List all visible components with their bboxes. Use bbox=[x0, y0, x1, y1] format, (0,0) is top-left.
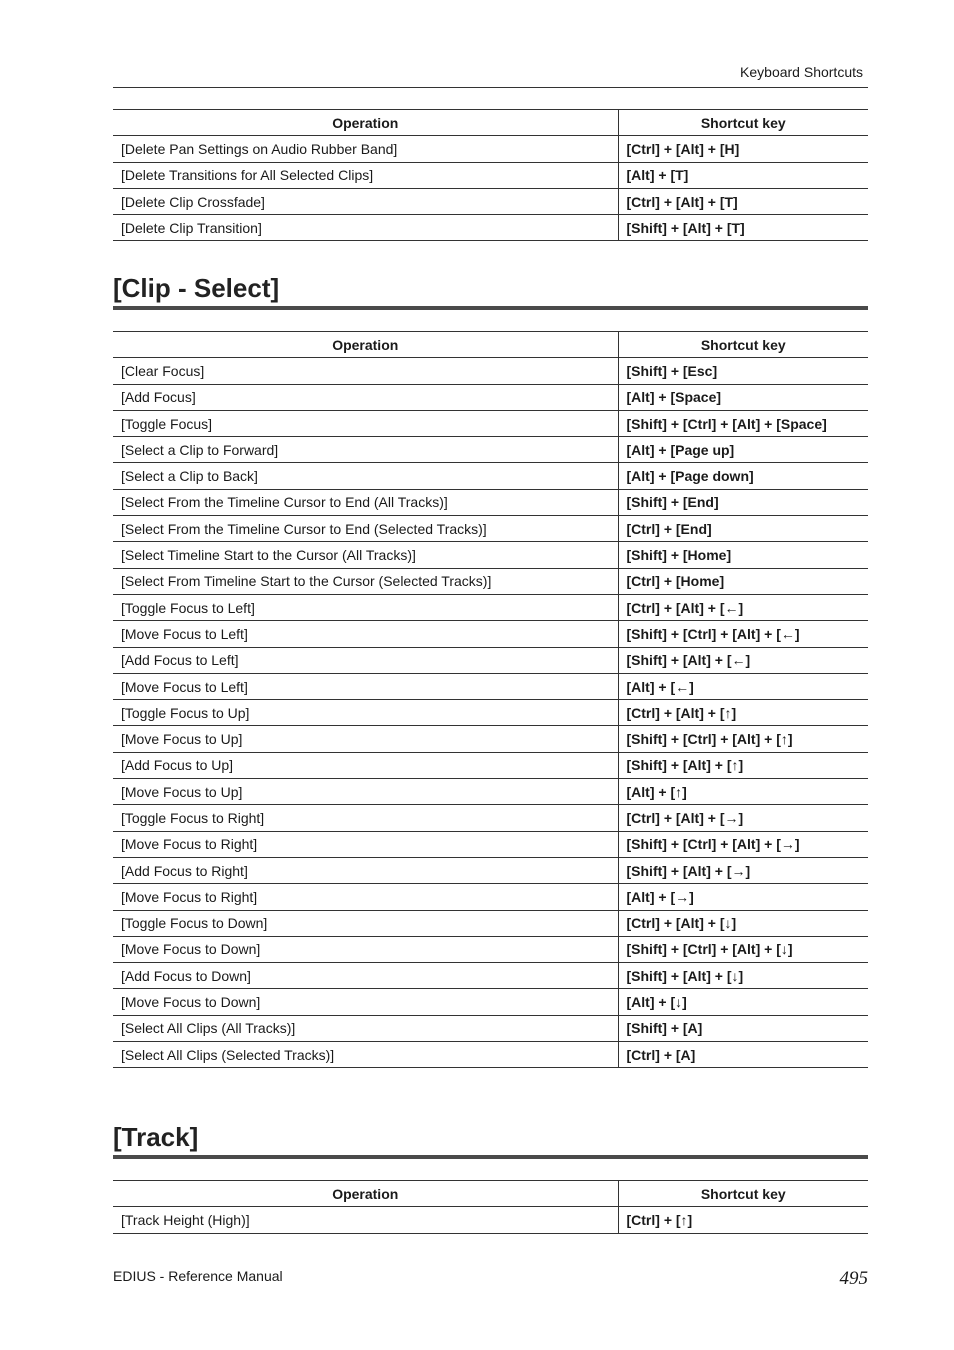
operation-cell: [Toggle Focus to Down] bbox=[113, 910, 618, 936]
table-row bbox=[113, 188, 868, 214]
operation-cell: [Select Timeline Start to the Cursor (All Tracks)] bbox=[113, 542, 618, 568]
shortcut-cell: [Alt] + [Space] bbox=[618, 384, 868, 410]
manual-name: EDIUS - Reference Manual bbox=[113, 1268, 283, 1284]
operation-cell: [Add Focus to Left] bbox=[113, 647, 618, 673]
operation-cell: [Select a Clip to Back] bbox=[113, 463, 618, 489]
operation-cell: [Move Focus to Left] bbox=[113, 621, 618, 647]
operation-cell: [Move Focus to Up] bbox=[113, 726, 618, 752]
table-row bbox=[113, 358, 868, 384]
table-row bbox=[113, 831, 868, 857]
table-row bbox=[113, 700, 868, 726]
table-row bbox=[113, 136, 868, 162]
operation-cell: [Select From the Timeline Cursor to End (All Tracks)] bbox=[113, 489, 618, 515]
operation-cell: [Select a Clip to Forward] bbox=[113, 437, 618, 463]
shortcut-cell: [Alt] + [↓] bbox=[618, 989, 868, 1015]
operation-cell: [Add Focus to Right] bbox=[113, 857, 618, 883]
shortcut-header: Shortcut key bbox=[618, 1181, 868, 1207]
shortcut-header: Shortcut key bbox=[618, 110, 868, 136]
operation-cell: [Track Height (High)] bbox=[113, 1207, 618, 1233]
table-header-row bbox=[113, 332, 868, 358]
shortcut-cell: [Shift] + [Ctrl] + [Alt] + [→] bbox=[618, 831, 868, 857]
operation-cell: [Add Focus] bbox=[113, 384, 618, 410]
shortcut-table-delete bbox=[113, 109, 868, 241]
table-row bbox=[113, 437, 868, 463]
operation-header: Operation bbox=[113, 332, 618, 358]
shortcut-cell: [Alt] + [→] bbox=[618, 884, 868, 910]
table-row bbox=[113, 215, 868, 241]
shortcut-cell: [Ctrl] + [Alt] + [→] bbox=[618, 805, 868, 831]
shortcut-cell: [Ctrl] + [↑] bbox=[618, 1207, 868, 1233]
table-row bbox=[113, 726, 868, 752]
operation-cell: [Toggle Focus to Right] bbox=[113, 805, 618, 831]
operation-cell: [Select From Timeline Start to the Cursor (Selected Tracks)] bbox=[113, 568, 618, 594]
shortcut-cell: [Alt] + [T] bbox=[618, 162, 868, 188]
operation-cell: [Delete Clip Crossfade] bbox=[113, 188, 618, 214]
table-row bbox=[113, 384, 868, 410]
table-row bbox=[113, 910, 868, 936]
table-header-row bbox=[113, 1181, 868, 1207]
table-row bbox=[113, 410, 868, 436]
table-row bbox=[113, 989, 868, 1015]
table-header-row bbox=[113, 110, 868, 136]
page-number: 495 bbox=[839, 1268, 868, 1289]
shortcut-cell: [Alt] + [Page down] bbox=[618, 463, 868, 489]
table-row bbox=[113, 936, 868, 962]
shortcut-header: Shortcut key bbox=[618, 332, 868, 358]
operation-cell: [Select All Clips (Selected Tracks)] bbox=[113, 1042, 618, 1068]
shortcut-cell: [Ctrl] + [Alt] + [←] bbox=[618, 594, 868, 620]
shortcut-cell: [Alt] + [←] bbox=[618, 673, 868, 699]
operation-cell: [Add Focus to Up] bbox=[113, 752, 618, 778]
table-row bbox=[113, 673, 868, 699]
shortcut-cell: [Ctrl] + [Alt] + [H] bbox=[618, 136, 868, 162]
shortcut-cell: [Shift] + [Alt] + [↓] bbox=[618, 963, 868, 989]
shortcut-table-clip-select bbox=[113, 331, 868, 1068]
shortcut-cell: [Shift] + [Ctrl] + [Alt] + [←] bbox=[618, 621, 868, 647]
shortcut-cell: [Shift] + [Alt] + [→] bbox=[618, 857, 868, 883]
table-row bbox=[113, 805, 868, 831]
shortcut-cell: [Shift] + [Home] bbox=[618, 542, 868, 568]
operation-cell: [Delete Clip Transition] bbox=[113, 215, 618, 241]
operation-cell: [Toggle Focus to Up] bbox=[113, 700, 618, 726]
shortcut-cell: [Shift] + [Esc] bbox=[618, 358, 868, 384]
operation-cell: [Select From the Timeline Cursor to End (Selected Tracks)] bbox=[113, 516, 618, 542]
shortcut-cell: [Shift] + [End] bbox=[618, 489, 868, 515]
table-row bbox=[113, 489, 868, 515]
shortcut-cell: [Shift] + [Ctrl] + [Alt] + [↑] bbox=[618, 726, 868, 752]
table-row bbox=[113, 779, 868, 805]
operation-cell: [Move Focus to Left] bbox=[113, 673, 618, 699]
shortcut-cell: [Shift] + [Alt] + [←] bbox=[618, 647, 868, 673]
table-row bbox=[113, 516, 868, 542]
operation-cell: [Delete Transitions for All Selected Clips] bbox=[113, 162, 618, 188]
page-header bbox=[113, 0, 868, 88]
running-title: Keyboard Shortcuts bbox=[740, 64, 863, 80]
table-row bbox=[113, 1015, 868, 1041]
shortcut-cell: [Shift] + [Ctrl] + [Alt] + [Space] bbox=[618, 410, 868, 436]
table-row bbox=[113, 594, 868, 620]
table-row bbox=[113, 1207, 868, 1233]
shortcut-cell: [Alt] + [Page up] bbox=[618, 437, 868, 463]
operation-cell: [Move Focus to Up] bbox=[113, 779, 618, 805]
operation-cell: [Delete Pan Settings on Audio Rubber Band] bbox=[113, 136, 618, 162]
shortcut-cell: [Shift] + [Alt] + [T] bbox=[618, 215, 868, 241]
table-row bbox=[113, 568, 868, 594]
table-row bbox=[113, 963, 868, 989]
section-title-clip-select: [Clip - Select] bbox=[113, 272, 868, 310]
operation-cell: [Move Focus to Down] bbox=[113, 936, 618, 962]
table-row bbox=[113, 1042, 868, 1068]
operation-header: Operation bbox=[113, 1181, 618, 1207]
operation-cell: [Move Focus to Down] bbox=[113, 989, 618, 1015]
section-title-track: [Track] bbox=[113, 1121, 868, 1159]
shortcut-cell: [Ctrl] + [Alt] + [↓] bbox=[618, 910, 868, 936]
shortcut-cell: [Ctrl] + [A] bbox=[618, 1042, 868, 1068]
operation-cell: [Toggle Focus to Left] bbox=[113, 594, 618, 620]
table-row bbox=[113, 884, 868, 910]
page-footer bbox=[113, 1268, 868, 1292]
table-row bbox=[113, 542, 868, 568]
operation-cell: [Move Focus to Right] bbox=[113, 884, 618, 910]
operation-header: Operation bbox=[113, 110, 618, 136]
table-row bbox=[113, 463, 868, 489]
shortcut-cell: [Shift] + [Alt] + [↑] bbox=[618, 752, 868, 778]
table-row bbox=[113, 621, 868, 647]
shortcut-cell: [Shift] + [A] bbox=[618, 1015, 868, 1041]
table-row bbox=[113, 647, 868, 673]
shortcut-cell: [Ctrl] + [Alt] + [T] bbox=[618, 188, 868, 214]
shortcut-table-track bbox=[113, 1180, 868, 1234]
shortcut-cell: [Shift] + [Ctrl] + [Alt] + [↓] bbox=[618, 936, 868, 962]
operation-cell: [Move Focus to Right] bbox=[113, 831, 618, 857]
shortcut-cell: [Ctrl] + [Home] bbox=[618, 568, 868, 594]
operation-cell: [Clear Focus] bbox=[113, 358, 618, 384]
shortcut-cell: [Alt] + [↑] bbox=[618, 779, 868, 805]
operation-cell: [Add Focus to Down] bbox=[113, 963, 618, 989]
operation-cell: [Toggle Focus] bbox=[113, 410, 618, 436]
shortcut-cell: [Ctrl] + [Alt] + [↑] bbox=[618, 700, 868, 726]
shortcut-cell: [Ctrl] + [End] bbox=[618, 516, 868, 542]
table-row bbox=[113, 752, 868, 778]
table-row bbox=[113, 857, 868, 883]
operation-cell: [Select All Clips (All Tracks)] bbox=[113, 1015, 618, 1041]
table-row bbox=[113, 162, 868, 188]
